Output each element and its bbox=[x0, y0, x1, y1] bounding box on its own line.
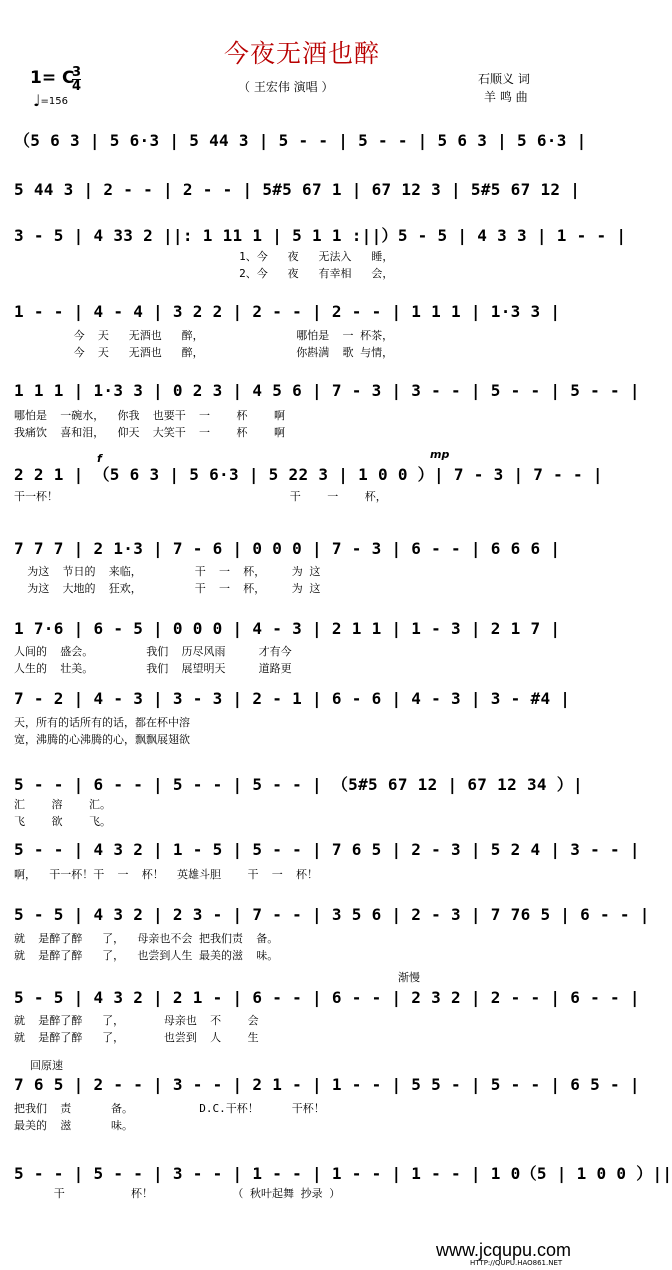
lyric-line: 我痛饮 喜和泪， 仰天 大笑干 一 杯 啊 bbox=[14, 426, 285, 439]
lyric-line: 1、今 夜 无法入 睡， bbox=[14, 250, 394, 263]
lyric-line: 就 是醉了醉 了， 也尝到 人 生 bbox=[14, 1031, 259, 1044]
score-row: 1 1 1 | 1·3 3 | 0 2 3 | 4 5 6 | 7 - 3 | 3 - - | 5 - - | 5 - - | bbox=[14, 381, 640, 400]
lyric-line: 干 杯！ （ 秋叶起舞 抄录 ） bbox=[14, 1187, 341, 1200]
tempo-marking bbox=[33, 91, 69, 110]
time-signature-bottom: 4 bbox=[72, 79, 82, 94]
score-row: 7 7 7 | 2 1·3 | 7 - 6 | 0 0 0 | 7 - 3 | 6 - - | 6 6 6 | bbox=[14, 539, 561, 558]
score-row: 5 - - | 5 - - | 3 - - | 1 - - | 1 - - | 1 - - | 1 0（5 | 1 0 0 ）|| bbox=[14, 1164, 672, 1183]
score-row: 2 2 1 | （5 6 3 | 5 6·3 | 5 22 3 | 1 0 0 ）| 7 - 3 | 7 - - | bbox=[14, 465, 603, 484]
dynamic-f: f bbox=[97, 452, 102, 465]
performer: （ 王宏伟 演唱 ） bbox=[238, 80, 334, 94]
lyric-line: 就 是醉了醉 了， 也尝到人生 最美的滋 味。 bbox=[14, 949, 279, 962]
quarter-note-icon: ♩ bbox=[33, 91, 41, 110]
lyric-line: 宽，沸腾的心沸腾的心，飘飘展翅欲 bbox=[14, 733, 190, 746]
key-signature: 1= C bbox=[30, 68, 75, 88]
song-title: 今夜无酒也醉 bbox=[223, 39, 380, 68]
lyric-line: 干一杯！ 干 一 杯， bbox=[14, 490, 387, 503]
score-row: 5 44 3 | 2 - - | 2 - - | 5#5 67 1 | 67 12 3 | 5#5 67 12 | bbox=[14, 180, 581, 199]
lyric-line: 啊， 干一杯！干 一 杯！ 英雄斗胆 干 一 杯！ bbox=[14, 868, 318, 881]
score-row: 5 - 5 | 4 3 2 | 2 3 - | 7 - - | 3 5 6 | 2 - 3 | 7 76 5 | 6 - - | bbox=[14, 905, 650, 924]
lyric-line: 为这 大地的 狂欢， 干 一 杯， 为 这 bbox=[14, 582, 321, 595]
score-row: 5 - - | 6 - - | 5 - - | 5 - - | （5#5 67 12 | 67 12 34 ）| bbox=[14, 775, 583, 794]
lyric-line: 为这 节日的 来临， 干 一 杯， 为 这 bbox=[14, 565, 321, 578]
lyric-line: 2、今 夜 有幸相 会， bbox=[14, 267, 394, 280]
score-row: 5 - 5 | 4 3 2 | 2 1 - | 6 - - | 6 - - | 2 3 2 | 2 - - | 6 - - | bbox=[14, 988, 640, 1007]
lyric-line: 人间的 盛会。 我们 历尽风雨 才有今 bbox=[14, 645, 292, 658]
lyric-line: 汇 溶 汇。 bbox=[14, 798, 111, 811]
time-signature-top: 3 bbox=[72, 65, 82, 80]
lyric-line: 人生的 壮美。 我们 展望明天 道路更 bbox=[14, 662, 292, 675]
lyricist: 石顺义 词 bbox=[478, 72, 530, 86]
score-row: 3 - 5 | 4 33 2 ||: 1 11 1 | 5 1 1 :||）5 - 5 | 4 3 3 | 1 - - | bbox=[14, 226, 627, 245]
dynamic-mp: mp bbox=[430, 448, 450, 461]
lyric-line: 哪怕是 一碗水， 你我 也要干 一 杯 啊 bbox=[14, 409, 285, 422]
score-row: 5 - - | 4 3 2 | 1 - 5 | 5 - - | 7 6 5 | 2 - 3 | 5 2 4 | 3 - - | bbox=[14, 840, 640, 859]
lyric-line: 就 是醉了醉 了， 母亲也不会 把我们责 备。 bbox=[14, 932, 279, 945]
lyric-line: 就 是醉了醉 了， 母亲也 不 会 bbox=[14, 1014, 259, 1027]
score-row: 7 - 2 | 4 - 3 | 3 - 3 | 2 - 1 | 6 - 6 | 4 - 3 | 3 - #4 | bbox=[14, 689, 571, 708]
lyric-line: 今 天 无酒也 醉， 哪怕是 一 杯茶， bbox=[14, 329, 394, 342]
score-row: 1 - - | 4 - 4 | 3 2 2 | 2 - - | 2 - - | 1 1 1 | 1·3 3 | bbox=[14, 302, 561, 321]
score-row: 1 7·6 | 6 - 5 | 0 0 0 | 4 - 3 | 2 1 1 | 1 - 3 | 2 1 7 | bbox=[14, 619, 561, 638]
composer: 羊 鸣 曲 bbox=[484, 90, 528, 104]
gradual-slow-marking: 渐慢 bbox=[398, 971, 420, 984]
footer-small-url: HTTP://QUPU.HAO861.NET bbox=[470, 1259, 563, 1267]
return-tempo-marking: 回原速 bbox=[30, 1059, 63, 1072]
lyric-line: 把我们 责 备。 D.C.干杯！ 干杯！ bbox=[14, 1102, 325, 1115]
lyric-line: 今 天 无酒也 醉， 你斟满 歌 与情， bbox=[14, 346, 394, 359]
time-signature bbox=[72, 66, 81, 93]
lyric-line: 天，所有的话所有的话，都在杯中溶 bbox=[14, 716, 190, 729]
lyric-line: 最美的 滋 味。 bbox=[14, 1119, 133, 1132]
tempo-value: =156 bbox=[40, 96, 69, 107]
lyric-line: 飞 欲 飞。 bbox=[14, 815, 111, 828]
score-row: （5 6 3 | 5 6·3 | 5 44 3 | 5 - - | 5 - - | 5 6 3 | 5 6·3 | bbox=[14, 131, 587, 150]
score-row: 7 6 5 | 2 - - | 3 - - | 2 1 - | 1 - - | 5 5 - | 5 - - | 6 5 - | bbox=[14, 1075, 640, 1094]
footer-url: www.jcqupu.com bbox=[436, 1240, 572, 1260]
